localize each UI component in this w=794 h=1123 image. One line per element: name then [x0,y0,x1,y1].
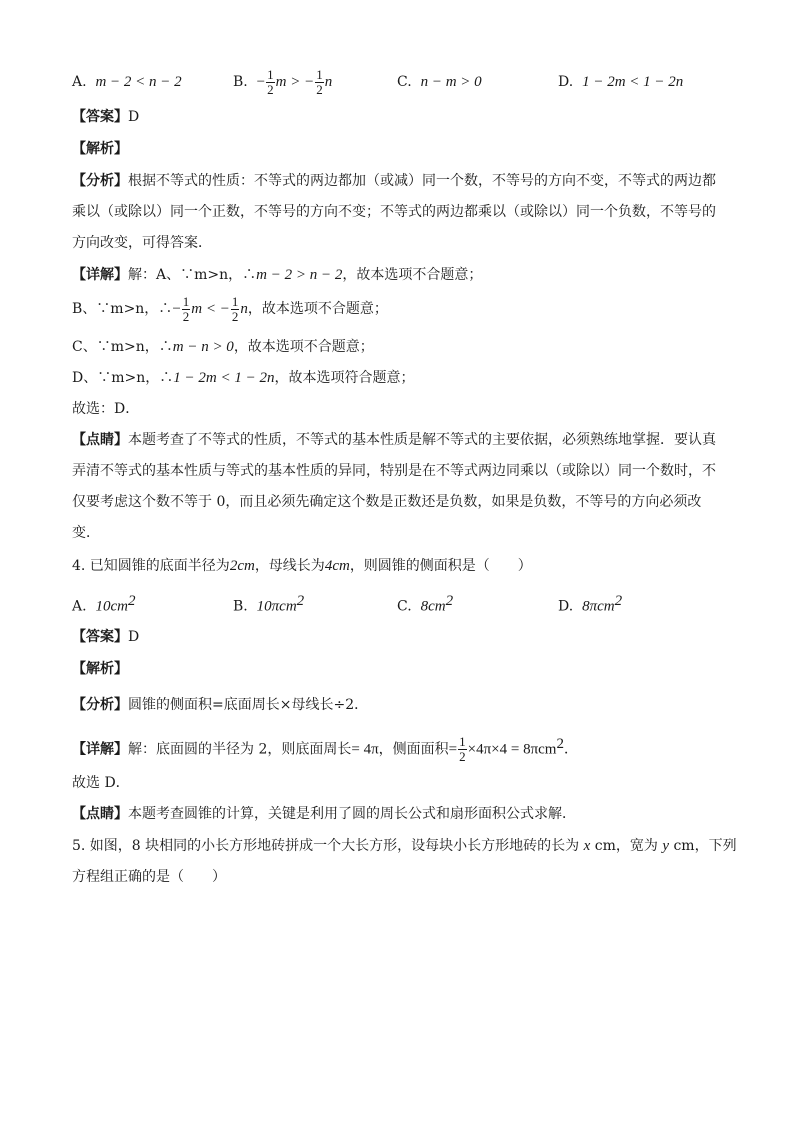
q3-fenxi-line-2: 乘以（或除以）同一个正数，不等号的方向不变；不等式的两边都乘以（或除以）同一个负数，不等号的 [72,204,716,220]
q4-option-b: B. 10πcm$^2$ [233,593,305,615]
q5-stem-line-2: 方程组正确的是（ ） [72,869,226,885]
q5-stem-line-1: 5. 如图，8 块相同的小长方形地砖拼成一个大长方形，设每块小长方形地砖的长为 x cm，宽为 y cm，下列 [72,838,737,854]
q3-analysis-heading: 【解析】 [72,141,128,157]
q4-analysis-heading: 【解析】 [72,661,128,677]
q4-option-a: A. $10cm^2$ [72,593,136,615]
q3-fenxi-line-1: 【分析】根据不等式的性质：不等式的两边都加（或减）同一个数，不等号的方向不变，不等式的两边都 [72,173,716,189]
q4-fenxi: 【分析】圆锥的侧面积=底面周长×母线长÷2． [72,697,369,713]
q3-dianjing-line-4: 变． [72,525,100,541]
q3-dianjing-line-2: 弄清不等式的基本性质与等式的基本性质的异同，特别是在不等式两边同乘以（或除以）同一个数时，不 [72,463,716,479]
q3-answer: 【答案】D [72,109,140,125]
q3-xiangjie-b: B、∵m>n，∴− $\frac{1}{2}$ m < − $\frac{1}{2}$ n，故本选项不合题意； [72,293,388,324]
q3-option-b: B. − $\frac{1}{2}$ m > − $\frac{1}{2}$ n [233,66,333,97]
q3-option-c: C. n − m > 0 [397,74,482,90]
q3-option-a: A. m − 2 < n − 2 [72,74,182,90]
q4-answer: 【答案】D [72,629,140,645]
q3-dianjing-line-1: 【点睛】本题考查了不等式的性质，不等式的基本性质是解不等式的主要依据，必须熟练地掌握．要认真 [72,432,716,448]
q3-xiangjie-a: 【详解】解：A、∵m>n，∴m − 2 > n − 2，故本选项不合题意； [72,267,483,283]
q3-option-d: D. 1 − 2m < 1 − 2n [558,74,684,90]
q4-stem: 4. 已知圆锥的底面半径为2cm，母线长为4cm，则圆锥的侧面积是（ ） [72,558,532,574]
q4-xiangjie: 【详解】解：底面圆的半径为 2，则底面周长= 4π，侧面面积= $\frac{1}{2}$ ×4π×4 = 8πcm$^2$． [72,734,578,765]
q3-fenxi-line-3: 方向改变，可得答案． [72,235,212,251]
q4-option-c: C. $8cm^2$ [397,593,454,615]
q3-choose: 故选：D． [72,401,140,417]
fraction: $\frac{1}{2}$ [267,66,274,97]
q4-option-d: D. 8πcm$^2$ [558,593,623,615]
fraction: $\frac{1}{2}$ [182,293,190,324]
q3-xiangjie-d: D、∵m>n，∴1 − 2m < 1 − 2n，故本选项符合题意； [72,370,415,386]
fraction: $\frac{1}{2}$ [459,734,466,765]
fraction: $\frac{1}{2}$ [316,66,323,97]
q4-choose: 故选 D． [72,775,130,791]
q3-dianjing-line-3: 仅要考虑这个数不等于 0，而且必须先确定这个数是正数还是负数，如果是负数，不等号的方向必须改 [72,494,702,510]
q3-xiangjie-c: C、∵m>n，∴m − n > 0，故本选项不合题意； [72,339,374,355]
q4-dianjing: 【点睛】本题考查圆锥的计算，关键是利用了圆的周长公式和扇形面积公式求解． [72,806,576,822]
fraction: $\frac{1}{2}$ [231,293,239,324]
